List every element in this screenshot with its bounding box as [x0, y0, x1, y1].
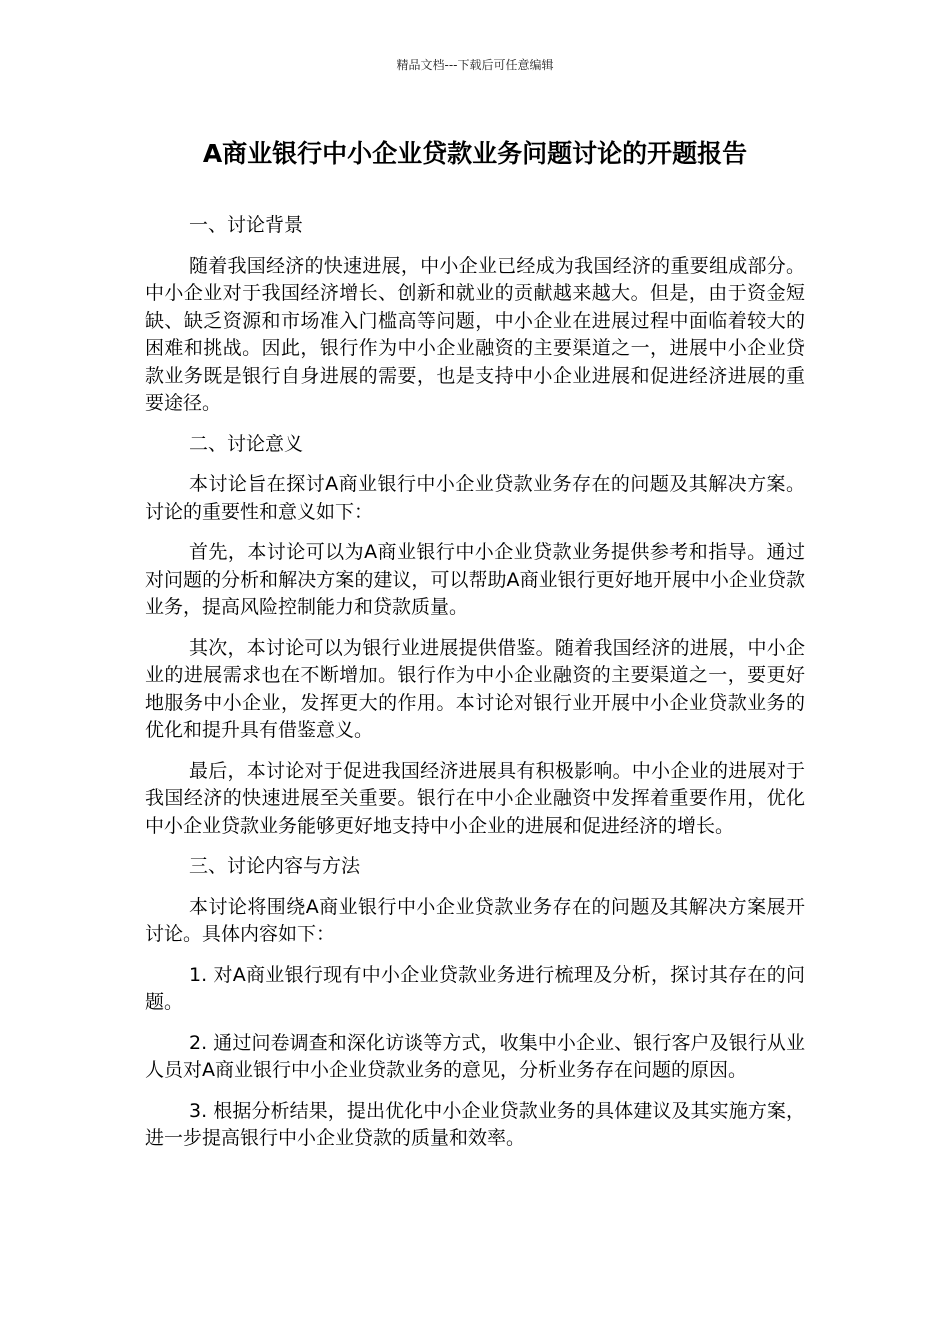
section-heading: 一、讨论背景 [189, 214, 304, 236]
page-header-watermark: 精品文档---下载后可任意编辑 [396, 58, 554, 72]
paragraph: 随着我国经济的快速进展，中小企业已经成为我国经济的重要组成部分。中小企业对于我国经济增长、创新和就业的贡献越来越大。但是，由于资金短缺、缺乏资源和市场准入门槛高等问题，中小企业在进展过程中面临着较大的困难和挑战。因此，银行作为中小企业融资的主要渠道之一，进展中小企业贷款业务既是银行自身进展的需要，也是支持中小企业进展和促进经济进展的重要途径。 [145, 254, 805, 414]
document-body [145, 212, 805, 1166]
section-heading: 三、讨论内容与方法 [189, 855, 361, 877]
paragraph: 最后，本讨论对于促进我国经济进展具有积极影响。中小企业的进展对于我国经济的快速进展至关重要。银行在中小企业融资中发挥着重要作用，优化中小企业贷款业务能够更好地支持中小企业的进展和促进经济的增长。 [145, 759, 805, 837]
section-heading: 二、讨论意义 [189, 432, 304, 455]
paragraph: 本讨论将围绕A商业银行中小企业贷款业务存在的问题及其解决方案展开讨论。具体内容如下： [145, 895, 805, 945]
list-item: 3. 根据分析结果，提出优化中小企业贷款业务的具体建议及其实施方案，进一步提高银行中小企业贷款的质量和效率。 [145, 1099, 805, 1149]
paragraph: 本讨论旨在探讨A商业银行中小企业贷款业务存在的问题及其解决方案。讨论的重要性和意义如下： [145, 473, 805, 523]
list-item: 2. 通过问卷调查和深化访谈等方式，收集中小企业、银行客户及银行从业人员对A商业银行中小企业贷款业务的意见，分析业务存在问题的原因。 [145, 1031, 805, 1081]
paragraph: 其次，本讨论可以为银行业进展提供借鉴。随着我国经济的进展，中小企业的进展需求也在不断增加。银行作为中小企业融资的主要渠道之一，要更好地服务中小企业，发挥更大的作用。本讨论对银行业开展中小企业贷款业务的优化和提升具有借鉴意义。 [145, 636, 805, 741]
paragraph: 首先，本讨论可以为A商业银行中小企业贷款业务提供参考和指导。通过对问题的分析和解决方案的建议，可以帮助A商业银行更好地开展中小企业贷款业务，提高风险控制能力和贷款质量。 [145, 541, 805, 618]
list-item: 1. 对A商业银行现有中小企业贷款业务进行梳理及分析，探讨其存在的问题。 [145, 963, 805, 1013]
document-title: A商业银行中小企业贷款业务问题讨论的开题报告 [202, 139, 748, 168]
